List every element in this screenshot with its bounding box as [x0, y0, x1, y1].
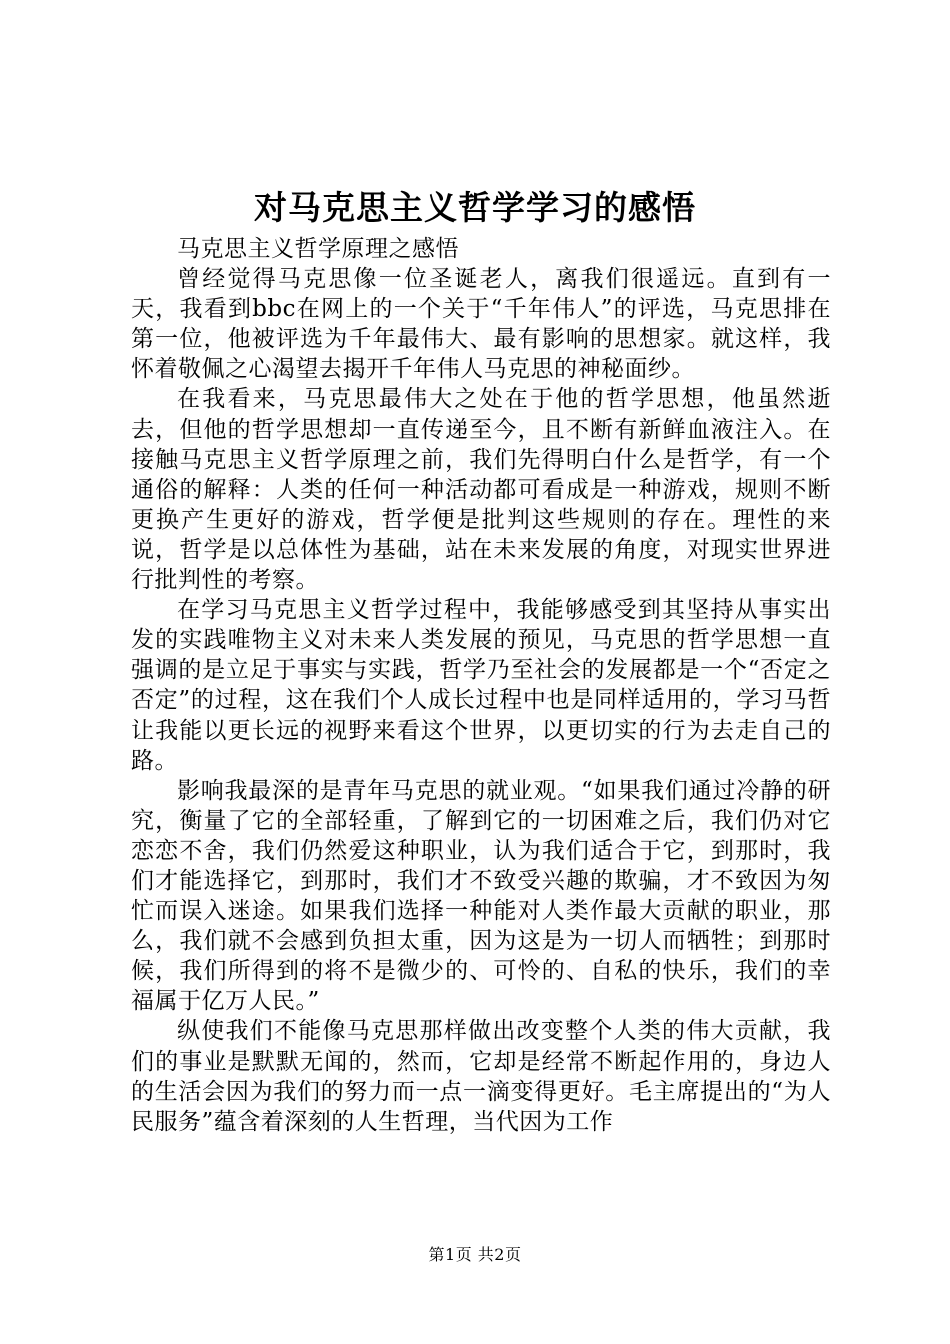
paragraph-1: 曾经觉得马克思像一位圣诞老人，离我们很遥远。直到有一天，我看到bbc在网上的一个关于“千年伟人”的评选，马克思排在第一位，他被评选为千年最伟大、最有影响的思想家。就这样，我怀着敬佩之心渴望去揭开千年伟人马克思的神秘面纱。: [131, 266, 831, 383]
paragraph-5: 纵使我们不能像马克思那样做出改变整个人类的伟大贡献，我们的事业是默默无闻的，然而，它却是经常不断起作用的，身边人的生活会因为我们的努力而一点一滴变得更好。毛主席提出的“为人民服务”蕴含着深刻的人生哲理，当代因为工作: [131, 1018, 831, 1135]
paragraph-2: 在我看来，马克思最伟大之处在于他的哲学思想，他虽然逝去，但他的哲学思想却一直传递至今，且不断有新鲜血液注入。在接触马克思主义哲学原理之前，我们先得明白什么是哲学，有一个通俗的解释：人类的任何一种活动都可看成是一种游戏，规则不断更换产生更好的游戏，哲学便是批判这些规则的存在。理性的来说，哲学是以总体性为基础，站在未来发展的角度，对现实世界进行批判性的考察。: [131, 386, 831, 594]
document-subtitle: 马克思主义哲学原理之感悟: [177, 236, 459, 262]
page-footer: 第1页 共2页: [428, 1245, 522, 1264]
document-body: [131, 234, 831, 1137]
paragraph-3: 在学习马克思主义哲学过程中，我能够感受到其坚持从事实出发的实践唯物主义对未来人类发展的预见，马克思的哲学思想一直强调的是立足于事实与实践，哲学乃至社会的发展都是一个“否定之否定”的过程，这在我们个人成长过程中也是同样适用的，学习马哲让我能以更长远的视野来看这个世界，以更切实的行为去走自己的路。: [131, 597, 831, 774]
document-title: 对马克思主义哲学学习的感悟: [254, 188, 696, 227]
paragraph-4: 影响我最深的是青年马克思的就业观。“如果我们通过冷静的研究，衡量了它的全部轻重，了解到它的一切困难之后，我们仍对它恋恋不舍，我们仍然爱这种职业，认为我们适合于它，到那时，我们才能选择它，到那时，我们才不致受兴趣的欺骗，才不致因为匆忙而误入迷途。如果我们选择一种能对人类作最大贡献的职业，那么，我们就不会感到负担太重，因为这是为一切人而牺牲；到那时候，我们所得到的将不是微少的、可怜的、自私的快乐，我们的幸福属于亿万人民。”: [131, 777, 831, 1015]
